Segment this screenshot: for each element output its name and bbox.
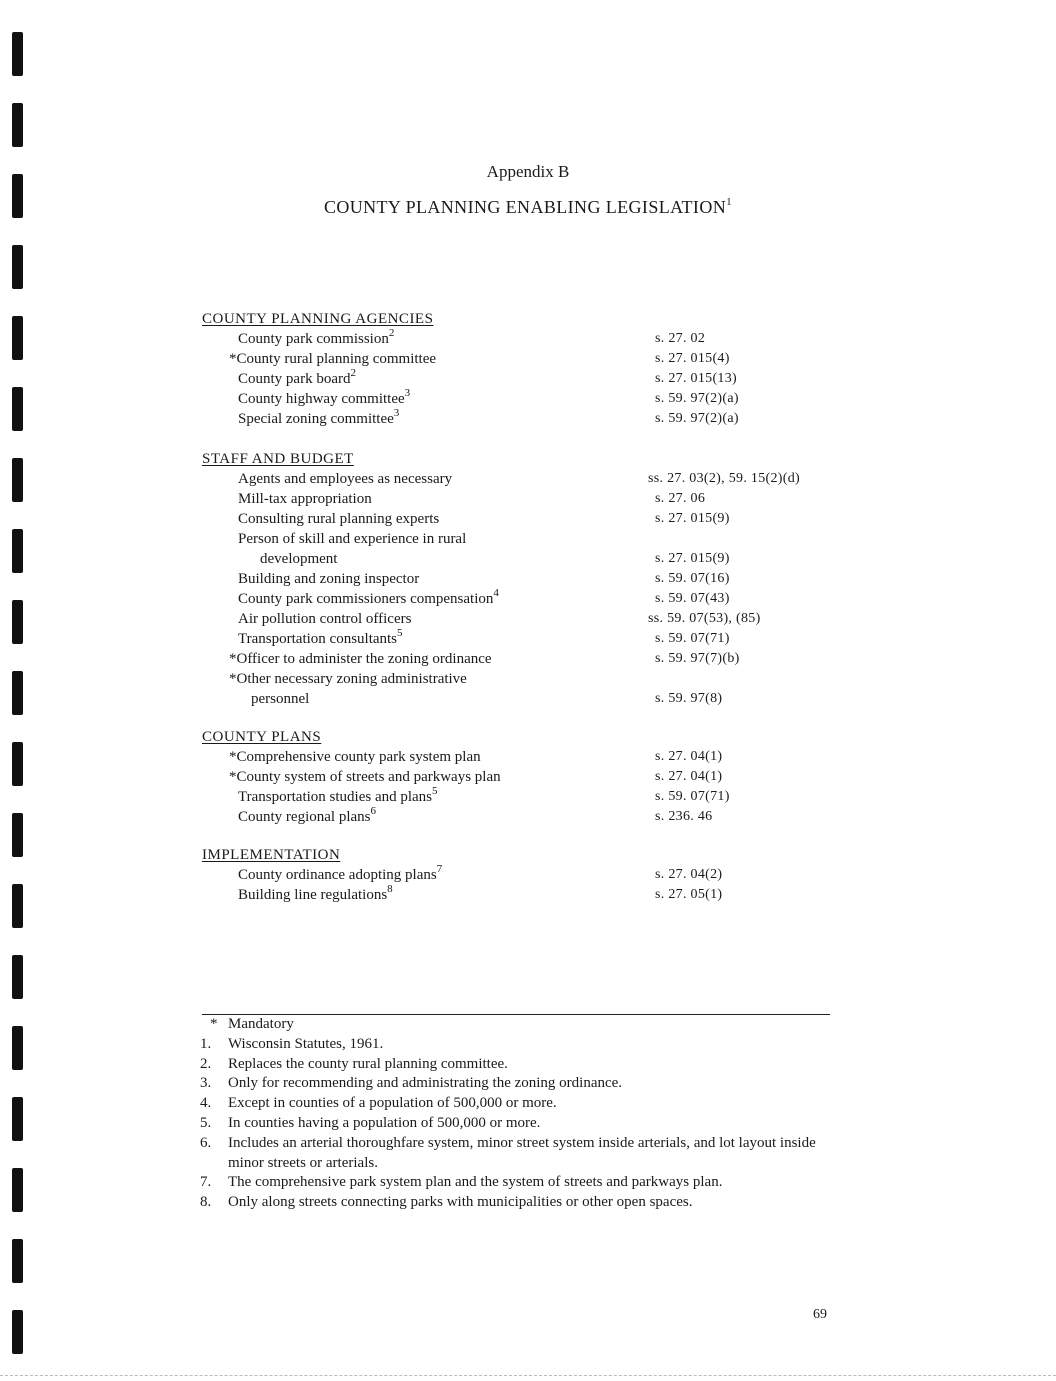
provision-text: Building and zoning inspector [238,571,420,587]
table-row [202,629,842,649]
binder-hole [12,1026,23,1070]
footnote-text: Except in counties of a population of 500,000 or more. [228,1095,557,1112]
statute-citation: s. 59. 97(8) [655,691,723,706]
footnote-mark: 1. [200,1035,212,1052]
statute-citation: s. 27. 05(1) [655,887,723,902]
table-row [202,787,842,807]
footnote-text: In counties having a population of 500,000 or more. [228,1114,541,1131]
table-row [202,767,842,787]
footnote-ref: 5 [397,627,403,639]
provision-text: County park commissioners compensation [238,591,494,607]
footnote-ref: 2 [388,327,395,339]
footnote-text: The comprehensive park system plan and the system of streets and parkways plan. [228,1174,723,1191]
table-row [202,509,842,529]
provision-text: Person of skill and experience in rural [238,531,467,547]
provision-label [202,865,658,885]
provision-text: *Other necessary zoning administrative [229,671,467,687]
provision-label [202,409,658,429]
binder-hole [12,458,23,502]
footnote-text: Includes an arterial thoroughfare system, minor street system inside arterials, and lot layout inside minor streets or arterials. [228,1134,816,1171]
section-heading: IMPLEMENTATION [202,847,341,863]
footnote-text: Mandatory [228,1016,294,1032]
section-heading: COUNTY PLANNING AGENCIES [202,311,434,327]
binder-holes [12,32,26,1381]
statute-citation: s. 27. 015(4) [655,351,730,366]
provision-label [202,669,649,709]
binder-hole [12,1168,23,1212]
footnote [200,1193,830,1213]
statute-citation: ss. 59. 07(53), (85) [648,611,761,626]
provision-label [202,767,649,787]
statute-citation: s. 27. 015(9) [655,551,730,566]
statute-citation: s. 59. 07(43) [655,591,730,606]
title-footnote-ref: 1 [726,196,733,208]
provision-label [202,807,658,827]
binder-hole [12,955,23,999]
table-row [202,669,842,709]
footnote-ref: 6 [370,805,376,817]
footnote-mark: 8. [200,1194,212,1211]
provision-text: County park board [238,371,351,387]
footnote-ref: 5 [432,785,438,797]
table-row [202,529,842,569]
binder-hole [12,671,23,715]
footnote-mark: 6. [200,1134,212,1151]
provision-text: Transportation studies and plans [238,789,433,805]
section-heading: STAFF AND BUDGET [202,451,354,467]
footnote-ref: 8 [387,883,393,895]
provision-label [202,389,658,409]
footnote-ref: 4 [493,587,499,599]
binder-hole [12,600,23,644]
provision-text: Agents and employees as necessary [238,471,453,487]
footnote [200,1114,830,1134]
footnote-mark: 3. [200,1075,212,1092]
provision-label [202,469,658,489]
statute-citation: s. 59. 97(7)(b) [655,651,740,666]
table-row [202,489,842,509]
statute-citation: s. 27. 04(2) [655,867,723,882]
footnote [200,1015,830,1035]
footnote [200,1035,830,1055]
statute-citation: s. 27. 04(1) [655,769,723,784]
page-title-text: COUNTY PLANNING ENABLING LEGISLATION [323,197,727,217]
section [202,727,842,827]
page-number: 69 [813,1307,827,1322]
provision-text: *Officer to administer the zoning ordinance [229,651,492,667]
footnote [200,1055,830,1075]
provision-text: Transportation consultants [238,631,398,647]
statute-citation: s. 27. 04(1) [655,749,723,764]
footnote-ref: 2 [350,367,356,379]
table-row [202,409,842,429]
binder-hole [12,103,23,147]
section-heading: COUNTY PLANS [202,729,322,745]
table-row [202,609,842,629]
table-row [202,569,842,589]
binder-hole [12,1239,23,1283]
provision-label [202,747,649,767]
statute-citation: s. 27. 06 [655,491,706,506]
provision-label [202,589,658,609]
section [202,309,842,429]
provision-label [202,649,649,669]
table-row [202,389,842,409]
binder-hole [12,1310,23,1354]
footnote-ref: 3 [404,387,411,399]
provision-text-continued: development [260,551,338,567]
provision-text: *Comprehensive county park system plan [229,749,481,765]
statute-citation: s. 59. 07(16) [655,571,730,586]
binder-hole [12,32,23,76]
provision-text: County highway committee [238,391,405,407]
statute-citation: s. 59. 07(71) [655,789,730,804]
footnote [200,1094,830,1114]
footnote-ref: 3 [393,407,400,419]
binder-hole [12,387,23,431]
table-row [202,469,842,489]
statute-citation: s. 59. 97(2)(a) [655,411,739,426]
provision-label [202,529,658,569]
footnote-text: Only for recommending and administrating the zoning ordinance. [228,1075,623,1092]
binder-hole [12,316,23,360]
statute-citation: s. 27. 015(9) [655,511,730,526]
provision-label [202,489,658,509]
provision-label [202,787,658,807]
binder-hole [12,1097,23,1141]
provision-label [202,629,658,649]
provision-text: Mill-tax appropriation [238,491,372,507]
page-edge [0,1375,1056,1376]
provision-text: Consulting rural planning experts [238,511,440,527]
provision-label [202,369,658,389]
footnote-mark: 7. [200,1174,212,1191]
footnote [200,1134,830,1174]
provision-label [202,349,649,369]
footnote [200,1173,830,1193]
provision-label [202,885,658,905]
footnote-text: Only along streets connecting parks with municipalities or other open spaces. [228,1194,693,1211]
provision-text: Building line regulations [238,887,388,903]
binder-hole [12,529,23,573]
provision-text: Air pollution control officers [238,611,412,627]
binder-hole [12,884,23,928]
footnote-text: Wisconsin Statutes, 1961. [228,1035,384,1052]
provision-text: County park commission [238,331,389,347]
section [202,449,842,709]
provision-text: *County system of streets and parkways plan [229,769,501,785]
table-row [202,865,842,885]
footnote-text: Replaces the county rural planning committee. [228,1055,508,1072]
provision-text: Special zoning committee [238,411,394,427]
footnote-mark: 2. [200,1055,212,1072]
footnotes [200,1015,830,1213]
binder-hole [12,245,23,289]
provision-text: County regional plans [238,809,371,825]
provision-label [202,569,658,589]
statute-citation: ss. 27. 03(2), 59. 15(2)(d) [648,471,800,486]
table-row [202,329,842,349]
statute-citation: s. 59. 97(2)(a) [655,391,739,406]
provision-text: County ordinance adopting plans [238,867,437,883]
binder-hole [12,742,23,786]
table-row [202,649,842,669]
table-row [202,885,842,905]
statute-citation: s. 27. 015(13) [655,371,737,386]
table-row [202,369,842,389]
provision-text: *County rural planning committee [229,351,437,367]
provision-label [202,609,658,629]
appendix-label: Appendix B [486,162,570,181]
statute-citation: s. 59. 07(71) [655,631,730,646]
binder-hole [12,813,23,857]
provision-label [202,509,658,529]
footnote-mark: * [210,1016,218,1032]
provision-label [202,329,658,349]
table-row [202,589,842,609]
table-row [202,747,842,767]
footnote [200,1074,830,1094]
statute-citation: s. 236. 46 [655,809,713,824]
footnote-ref: 7 [436,863,443,875]
page-title [0,197,1056,218]
statute-citation: s. 27. 02 [655,331,706,346]
table-row [202,349,842,369]
section [202,845,842,905]
provision-text-continued: personnel [251,691,310,707]
table-row [202,807,842,827]
footnote-mark: 4. [200,1095,212,1112]
footnote-mark: 5. [200,1114,212,1131]
